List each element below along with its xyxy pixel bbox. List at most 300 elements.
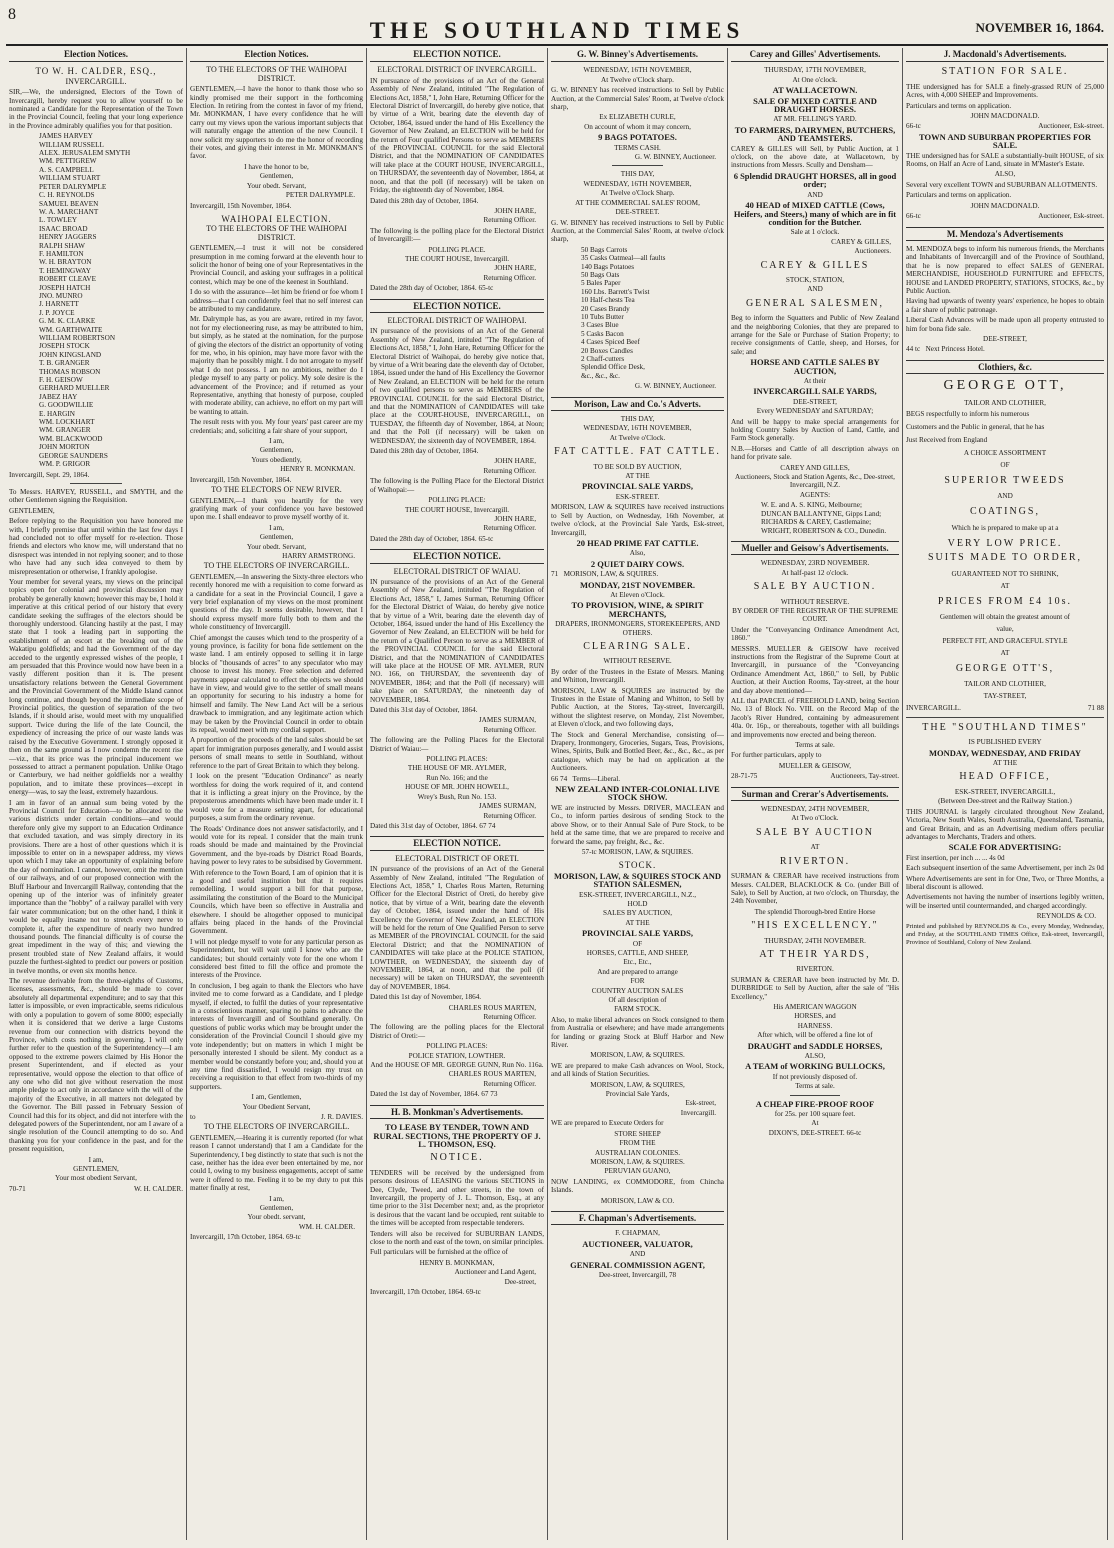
notice-date: Dated this 31st day of October, 1864. <box>370 706 478 715</box>
column-3 <box>367 48 548 1540</box>
signer-name: WILLIAM STUART <box>39 174 101 183</box>
signature: JAMES SURMAN, <box>478 802 536 811</box>
signature: JOHN HARE, <box>494 206 536 215</box>
signer-name: C. H. REYNOLDS <box>39 191 95 200</box>
ad-line: After which, will be offered a fine lot of <box>757 1031 873 1040</box>
ad-reference: 71 <box>551 570 559 579</box>
ad-line: STORE SHEEP <box>614 1129 661 1138</box>
notice-body: GENTLEMEN,—I trust it will not be considered presumption in me coming forward at the eleventh hour to solicit the honor of being one of your Representatives in the Provincial Council, and asking your suffrages in a political contest, which may be one of the keenest in Southland. <box>190 244 363 286</box>
signature: MORISON, LAW, & SQUIRES, <box>590 1080 685 1089</box>
closing: I am, <box>269 523 284 532</box>
ad-line: AND <box>997 492 1013 501</box>
ad-line: On account of whom it may concern, <box>584 122 691 131</box>
sale-item: DRAUGHT and SADDLE HORSES, <box>747 1040 883 1051</box>
ad-body: BEGS respectfully to inform his numerous <box>906 410 1030 418</box>
ad-reference: 44 tc <box>906 345 921 354</box>
notice-body: With reference to the Town Board, I am of opinion that it is a good and useful institution but that it requires remodelling. I would support a bill for that purpose, assimilating the constitution of the Board to the Municipal Councils, which have been so effective in Australia and elsewhere. I should be altogether opposed to municipal affairs being placed in the hands of the Provincial Government. <box>190 868 363 936</box>
ad-line: Of all description of <box>608 996 667 1004</box>
address: Provincial Sale Yards, <box>605 1090 670 1099</box>
closing: Gentlemen, <box>259 1204 294 1212</box>
signer-name: JOHN KINGSLAND <box>39 350 102 359</box>
polling-place: HOUSE OF MR. JOHN HOWELL, <box>405 783 509 792</box>
signer-name: J. P. JOYCE <box>39 308 75 317</box>
ad-body: SURMAN & CRERAR have been instructed by Mr. D. DURBRIDGE to Sell by Auction, after the sale of "His Excellency," <box>731 975 899 1001</box>
ad-line: AUSTRALIAN COLONIES. <box>594 1148 681 1157</box>
closing: Yours obediently, <box>251 455 302 464</box>
sale-item: 10 Half-chests Tea <box>581 296 635 305</box>
address: Next Princess Hotel. <box>925 345 985 354</box>
ad-title: A CHEAP FIRE-PROOF ROOF <box>755 1098 875 1109</box>
signer-name: WILLIAM ROBERTSON <box>39 334 116 342</box>
ad-body: Tenders will also be received for SUBURBAN LANDS, close to the north and east of the town, on similar principles. <box>370 1229 544 1246</box>
address: ESK-STREET, INVERCARGILL, <box>954 787 1056 796</box>
signer-name: WM. GARTHWAITE <box>39 325 103 334</box>
notice-title: ELECTION NOTICE. <box>370 549 544 563</box>
notice-addressee: TO THE ELECTORS OF NEW RIVER. <box>211 485 342 495</box>
notice-body: IN pursuance of the provisions of an Act of the General Assembly of New Zealand, intituled "The Regulation of Elections Act, 1858," I, Charles Rous Marten, Returning Officer for the Electoral District of Oreti, do hereby give notice, that by virtue of a Writ, bearing date the eleventh day of October, 1864, issued under the hand of His Excellency the Governor of New Zealand, an ELECTION will be held for the return of One Qualified Person to serve as MEMBER of the PROVINCIAL COUNCIL for the said Electoral District; and that the NOMINATION of CANDIDATES will take place at the POLICE STATION, LOWTHER, on WEDNESDAY, the sixteenth day of NOVEMBER, 1864, at noon, and that the poll (if necessary) will be taken on THURSDAY, the seventeenth day of NOVEMBER, 1864. <box>370 865 544 991</box>
sale-item: 35 Casks Oatmeal—all faults <box>581 254 666 263</box>
signature: HENRY R. MONKMAN. <box>280 465 355 474</box>
ad-reference: 66-tc <box>906 212 921 221</box>
ad-reference: 66 74 <box>551 774 568 783</box>
sale-item: 20 HEAD PRIME FAT CATTLE. <box>576 537 699 548</box>
divider <box>906 717 1104 718</box>
ad-body: Where Advertisements are sent in for One, Two, or Three Months, a liberal discount is allowed. <box>906 874 1104 891</box>
signer-name: G. M. K. CLARKE <box>39 317 96 326</box>
sale-time: At Eleven o'Clock. <box>610 590 665 599</box>
closing: Your obedt. servant, <box>247 1213 306 1222</box>
notice-body: GENTLEMEN,—I have the honor to thank those who so kindly promised me their support in the forthcoming Election. In retiring from the contest in favor of my friend, Mr. MONKMAN, I have every confidence that he will carry out my views upon the various important subjects that will naturally engage the attention of the new Council. I now solicit my supporters to do me the honor of recording their votes, and giving their interest in Mr. MONKMAN'S favor. <box>190 85 363 161</box>
polling-heading: POLLING PLACES: <box>426 755 488 764</box>
closing: Gentlemen, <box>259 172 294 181</box>
notice-date: Dated the 28th day of October, 1864. 65-tc <box>370 284 494 293</box>
notice-addressee: TO THE ELECTORS OF INVERCARGILL. <box>203 561 350 571</box>
ad-reference: 66-tc <box>906 122 921 131</box>
notice-date: Invercargill, 15th November, 1864. <box>190 201 292 210</box>
signer-name: WM. LOCKHART <box>39 418 95 427</box>
agent-name: WRIGHT, ROBERTSON & CO., Dunedin. <box>761 526 887 535</box>
ad-line: At <box>811 1119 819 1128</box>
polling-place: THE HOUSE OF MR. AYLMER, <box>407 764 507 773</box>
signer-name: F. HAMILTON <box>39 249 84 258</box>
ad-body: Also, to make liberal advances on Stock consigned to them from Australia or elsewhere; and have made arrangements for landing or grazing Stock at Bluff Harbor and New River. <box>551 1015 724 1050</box>
sale-date: WEDNESDAY, 16TH NOVEMBER, <box>583 66 692 75</box>
ad-line: FARM STOCK. <box>614 1005 661 1014</box>
notice-body: Mr. Dalrymple has, as you are aware, retired in my favor, not for my electioneering ruse, as may be attributed to him, but simply, as he stated at the nomination, for the purpose of giving the electors of the district an opportunity of voting for me, who, in his opinion, may have more favor with the majority than he possibly might. I do not arrogate to myself what I do not possess. I am no ambitious, neither do I pledge myself to any party or policy. My sole desire is the advancement of the Province; and if returned as your Representative, anything that honesty of purpose, coupled with moderate ability, can achieve, no effort on my part will be wanting to attain. <box>190 315 363 416</box>
closing: I am, Gentlemen, <box>251 1093 302 1102</box>
ad-line: VERY LOW PRICE. <box>947 537 1063 549</box>
polling-intro: The following are the Polling Places for the Electoral District of Waiau:— <box>370 736 544 753</box>
divider <box>612 165 664 166</box>
sale-time: At Twelve o'Clock. <box>609 433 666 442</box>
signer-name: A. S. CAMPBELL <box>39 165 94 174</box>
notice-addressee: TO THE ELECTORS OF THE WAIHOPAI DISTRICT. <box>206 224 347 242</box>
sale-terms: TERMS CASH. <box>614 143 661 152</box>
section-heading: M. Mendoza's Advertisements <box>906 227 1104 241</box>
address: ESK-STREET, INVERCARGILL, N.Z., <box>578 890 697 899</box>
address: Esk-street, <box>685 1099 716 1108</box>
ad-line: SUPERIOR TWEEDS <box>944 475 1066 486</box>
sale-item: "HIS EXCELLENCY." <box>751 920 879 932</box>
notice-date: Dated the 28th day of October, 1864. 65-tc <box>370 534 494 543</box>
sale-date: THURSDAY, 24TH NOVEMBER. <box>764 936 866 945</box>
notice-date: Invercargill, 15th November, 1864. <box>190 475 292 484</box>
polling-place: Run No. 166; and the <box>426 773 488 782</box>
ad-body: Advertisements not having the number of insertions legibly written, will be inserted until countermanded, and charged accordingly. <box>906 893 1104 910</box>
polling-heading: POLLING PLACES: <box>426 1042 488 1051</box>
ad-line: The splendid Thorough-bred Entire Horse <box>754 907 876 916</box>
notice-addressee: TO THE ELECTORS OF INVERCARGILL. <box>203 1122 350 1132</box>
ad-body: THE undersigned has for SALE a substantially-built HOUSE, of six Rooms, on Half an Acre of Land, situate in M'Master's Estate. <box>906 151 1104 169</box>
sale-item: A TEAM of WORKING BULLOCKS, <box>745 1061 885 1072</box>
signature: CHARLES ROUS MARTEN, <box>448 1070 536 1079</box>
signature: MORISON, LAW, & SQUIRES. <box>590 1157 685 1166</box>
ad-line: AND <box>807 190 823 199</box>
ad-footer <box>551 775 724 783</box>
signature: J. R. DAVIES. <box>320 1112 363 1121</box>
ad-reference: 70-71 <box>9 1184 26 1193</box>
requisition-date: Invercargill, Sept. 29, 1864. <box>9 470 90 479</box>
ad-line: FROM THE <box>619 1139 656 1148</box>
ad-footer <box>551 570 724 578</box>
polling-intro: The following is the polling place for the Electoral District of Invercargill:— <box>370 226 544 244</box>
signer-name: WM. BLACKWOOD <box>39 434 103 443</box>
address: TAY-STREET, <box>983 692 1027 701</box>
requisition-place: INVERCARGILL. <box>65 76 127 86</box>
signature: PETER DALRYMPLE. <box>285 191 355 200</box>
divider <box>70 483 122 484</box>
sale-street: DEE-STREET. <box>615 208 660 217</box>
sale-item: 50 Bags Carrots <box>581 245 628 254</box>
ad-line: value, <box>996 625 1014 634</box>
notice-date: Dated the 1st day of November, 1864. 67 73 <box>370 1090 498 1099</box>
sale-item: 5 Bales Paper <box>581 279 621 288</box>
column-5 <box>728 48 903 1540</box>
signature-line <box>9 1185 183 1193</box>
ad-line: ALSO, <box>804 1052 826 1060</box>
address: DIXON'S, DEE-STREET. 66-tc <box>768 1128 862 1137</box>
notice-body: IN pursuance of the provisions of an Act of the General Assembly of New Zealand, intituled "The Regulation of Elections Act, 1858," I, John Hare, Returning Officer for the Electoral District of Invercargill, do hereby give notice, that by virtue of a Writ, bearing date the eleventh day of October, 1864, issued under the hand of His Excellency the Governor of New Zealand, an ELECTION will be held for the return of Four qualified Persons to serve as MEMBERS of the PROVINCIAL COUNCIL for the said Electoral District, and that the NOMINATION OF CANDIDATES will take place at the COURT HOUSE, INVERCARGILL, on THURSDAY, the seventeenth day of November, 1864, at noon, and that the poll (if necessary) will be taken on Friday, the eighteenth day of November, 1864. <box>370 76 544 195</box>
agent-name: DUNCAN BALLANTYNE, Gipps Land; <box>761 509 882 518</box>
agent-name: W. E. and A. S. KING, Melbourne; <box>761 501 862 510</box>
column-1 <box>6 48 187 1540</box>
ad-body: ALL that PARCEL of FREEHOLD LAND, being Section No. 13 of Block No. VIII. on the Record Map of the Jacob's River Hundred, containing by admeasurement 40a. 0r. 16p., or thereabouts, together with all buildings and improvements now erected and being thereon. <box>731 697 899 739</box>
section-heading: Clothiers, &c. <box>906 360 1104 374</box>
ad-title: MORISON, LAW, & SQUIRES STOCK AND STATION SALESMEN, <box>554 870 721 890</box>
sale-item: 2 QUIET DAIRY COWS. <box>590 558 685 569</box>
signer-list <box>39 132 183 468</box>
newspaper-title: THE SOUTHLAND TIMES <box>369 18 745 43</box>
ad-body: WE are prepared to Execute Orders for <box>551 1119 664 1128</box>
sale-item: 40 HEAD of MIXED CATTLE (Cows, Heifers, and Steers,) many of which are in fit condition for the Butcher. <box>733 200 897 227</box>
notice-body: GENTLEMEN,—In answering the Sixty-three electors who recently honored me with a requisition to come forward as a candidate for a seat in the Provincial Council, I gave a very brief explanation of my views on the most prominent questions of the day. It seems desirable, however, that I should express myself more fully both to them and the whole constituency of Invercargill. <box>190 572 363 632</box>
ad-body: MESSRS. MUELLER & GEISOW have received instructions from the Registrar of the Supreme Court at Invercargill, in pursuance of the "Conveyancing Ordinance Amendment Act, 1860," to Sell, by Public Auction, at their Auction Rooms, Tay-street, at the hour and day above mentioned— <box>731 644 899 695</box>
sale-date: THURSDAY, 17TH NOVEMBER, <box>764 66 866 75</box>
ad-line: WITHOUT RESERVE. <box>780 597 850 606</box>
agent-name: RICHARDS & CAREY, Castlemaine; <box>761 518 872 527</box>
ad-line: HEAD OFFICE, <box>959 771 1051 783</box>
signer-name: JOHN MORTON <box>39 443 90 452</box>
sale-date: WEDNESDAY, 16TH NOVEMBER, <box>583 424 692 433</box>
ad-line: GENERAL SALESMEN, <box>745 297 885 309</box>
signer-name: J. HARNETT <box>39 300 79 309</box>
sale-venue: RIVERTON. <box>779 855 851 867</box>
closing: I am, <box>269 437 284 446</box>
signatory-role: Returning Officer. <box>483 811 536 820</box>
sale-venue: AT MR. FELLING'S YARD. <box>773 115 857 124</box>
ad-body: By order of the Trustees in the Estate of Messrs. Maning and Whitton, Invercargill. <box>551 667 724 685</box>
district-name: ELECTORAL DISTRICT OF INVERCARGILL. <box>377 65 537 75</box>
district-name: ELECTORAL DISTRICT OF ORETI. <box>395 853 519 863</box>
polling-place: THE COURT HOUSE, Invercargill. <box>404 505 510 514</box>
closing: I have the honor to be, <box>244 162 309 171</box>
polling-place: POLICE STATION, LOWTHER. <box>408 1051 506 1060</box>
ad-line: AT THE <box>992 759 1018 768</box>
ad-body: Under the "Conveyancing Ordinance Amendment Act, 1860." <box>731 625 899 643</box>
column-heading: J. Macdonald's Advertisements. <box>906 48 1104 62</box>
ad-line: AT <box>1000 649 1010 658</box>
polling-place: THE COURT HOUSE, Invercargill. <box>404 254 510 263</box>
ad-body: THE undersigned has for SALE a finely-grassed RUN of 25,000 Acres, with 4,000 SHEEP and Improvements. <box>906 82 1104 100</box>
ad-body: G. W. BINNEY has received instructions to Sell by Public Auction, at the Commercial Sales' Room, at twelve o'clock sharp, <box>551 218 724 244</box>
sale-item: &c., &c., &c. <box>581 371 620 380</box>
signatory-role: Auctioneer, Esk-street. <box>1038 122 1104 131</box>
ad-heading: STOCK. <box>618 860 657 871</box>
address: DEE-STREET, <box>793 397 837 406</box>
closing: I am, <box>269 1194 284 1203</box>
signer-name: F. H. GEISOW <box>39 376 83 385</box>
notice-title: WAIHOPAI ELECTION. <box>221 213 332 224</box>
ad-body: Full particulars will be furnished at the office of <box>370 1248 508 1257</box>
requisition-body: SIR,—We, the undersigned, Electors of the Town of Invercargill, hereby request you to allow yourself to be nominated a Candidate for the Representation of the Town in the Provincial Council, feeling that your long experience in the Province admirably qualifies you for that position. <box>9 88 183 130</box>
ad-footer <box>731 772 899 780</box>
ad-body: And will be happy to make special arrangements for holding Country Sales by Auction of Land, Cattle, and Farm Stock generally. <box>731 417 899 443</box>
notice-date <box>190 1233 363 1241</box>
closing: Your obedt. Servant, <box>246 181 307 190</box>
signature: WM. H. CALDER. <box>298 1222 355 1231</box>
ad-title: STATION FOR SALE. <box>941 66 1069 78</box>
signature-line <box>190 1113 363 1121</box>
signatory-role: Returning Officer. <box>483 524 536 533</box>
sale-item: 10 Tubs Butter <box>581 312 624 321</box>
ad-line: FOR <box>630 977 645 986</box>
ad-body: Customers and the Public in general, that he has <box>906 423 1045 431</box>
signatory-role: Auctioneers, Tay-street. <box>830 772 899 781</box>
ad-body: WE are instructed by Messrs. DRIVER, MACLEAN and Co., to inform parties desirous of sending Stock to the above Show, or to their Annual Sale of Pure Stock, to be held at the same time, that we are prepared to receive and forward the same, pay freight, &c., &c. <box>551 803 724 846</box>
ad-line: PERFECT FIT, AND GRACEFUL STYLE <box>942 637 1068 646</box>
signer-name: T. HEMINGWAY <box>39 266 91 275</box>
sale-date: MONDAY, 21ST NOVEMBER. <box>580 579 695 590</box>
sale-venue: RIVERTON. <box>796 965 834 974</box>
address: (Between Dee-street and the Railway Station.) <box>938 797 1072 806</box>
ad-line: SALES BY AUCTION, <box>602 909 673 918</box>
reply-paragraph: Before replying to the Requisition you have honored me with, I briefly premise that until within the last few days I had concluded not to offer myself for re-election. Those friends and electors who know me, will understand that no disrespect was intended in not replying sooner; and to those who have had any such idea conveyed to them by misrepresentation or otherwise, I frankly apologise. <box>9 517 183 576</box>
ad-line: WITHOUT RESERVE. <box>603 657 672 666</box>
ad-line: Ex ELIZABETH CURLE, <box>599 113 676 122</box>
signer-name: W. H. BRAYTON <box>39 258 92 267</box>
sale-item: 3 Cases Blue <box>581 321 619 330</box>
ad-title: TOWN AND SUBURBAN PROPERTIES FOR SALE. <box>919 131 1091 151</box>
ad-line: Gentlemen will obtain the greatest amount of <box>939 613 1071 622</box>
ad-heading: SCALE FOR ADVERTISING: <box>948 842 1062 853</box>
ad-body: SURMAN & CRERAR have received instructions from Messrs. CALDER, BLACKLOCK & Co. (under Bill of Sale), to Sell by Auction, at two o'clock, on Thursday, the 24th November, <box>731 872 899 906</box>
signer-name: GEORGE SAUNDERS <box>39 451 108 460</box>
section-heading: H. B. Monkman's Advertisements. <box>370 1105 544 1119</box>
sale-venue: INVERCARGILL SALE YARDS, <box>753 386 877 397</box>
sale-venue: AT THE COMMERCIAL SALES' ROOM, <box>575 198 700 207</box>
sale-item: His AMERICAN WAGGON <box>773 1002 857 1011</box>
date-text: Invercargill, 17th October, 1864. <box>190 1233 285 1242</box>
signature: MORISON, LAW, & SQUIRES. <box>590 1051 685 1060</box>
signatory-role: Returning Officer. <box>483 216 536 225</box>
signature: HENRY B. MONKMAN, <box>419 1258 495 1267</box>
signature: G. W. BINNEY, Auctioneer. <box>634 153 716 162</box>
address: Invercargill. <box>680 1108 716 1117</box>
ad-body: Just Received from England <box>906 436 988 444</box>
sale-item: 5 Casks Bacon <box>581 329 624 338</box>
signatory-role: Auctioneer, Esk-street. <box>1038 212 1104 221</box>
signer-name: W. A. MARCHANT <box>39 207 99 216</box>
ad-footer <box>906 704 1104 712</box>
polling-heading: POLLING PLACE. <box>428 245 486 254</box>
ad-footer: Invercargill, 17th October, 1864. 69-tc <box>370 1288 481 1296</box>
ad-line: GUARANTEED NOT TO SHRINK, <box>951 569 1059 578</box>
rate-line: First insertion, per inch ... ... 4s 0d <box>906 853 1005 862</box>
ad-line: TO BE SOLD BY AUCTION, <box>593 462 682 471</box>
ad-line: ALSO, <box>994 170 1016 179</box>
ad-line: AND <box>629 1250 646 1259</box>
signer-name: GERHARD MUELLER <box>39 384 110 393</box>
ad-reference: 28-71-75 <box>731 772 758 781</box>
sale-item: Splendid Office Desk, <box>581 363 645 372</box>
signature: CAREY & GILLES, <box>831 237 891 246</box>
ad-footer <box>906 122 1104 130</box>
sale-item: 2 Chaff-cutters <box>581 355 625 363</box>
ad-line: TAILOR AND CLOTHIER, <box>964 680 1046 689</box>
ad-heading: NOTICE. <box>430 1152 484 1164</box>
closing: Your most obedient Servant, <box>55 1174 137 1183</box>
ad-line: HORSE AND CATTLE SALES BY AUCTION, <box>750 357 880 376</box>
signatory-role: Returning Officer. <box>483 273 536 282</box>
ad-line: HOLD <box>627 899 648 908</box>
rate-line: Each subsequent insertion of the same Advertisement, per inch 2s 0d <box>906 864 1104 873</box>
ad-line: IS PUBLISHED EVERY <box>968 738 1042 747</box>
sale-item: 160 Lbs. Barrett's Twist <box>581 287 650 296</box>
ad-title: F. CHAPMAN, <box>615 1229 660 1238</box>
signature: JOHN MACDONALD. <box>970 112 1040 121</box>
signature: REYNOLDS & CO. <box>1036 912 1096 921</box>
ad-line: OF <box>632 939 643 948</box>
ad-line: Etc., Etc., <box>623 958 652 967</box>
closing: GENTLEMEN, <box>73 1165 119 1173</box>
notice-body: The result rests with you. My four years' past career are my credentials; and, soliciting a fair share of your support, <box>190 418 363 435</box>
ad-body: Having had upwards of twenty years' experience, he hopes to obtain a fair share of public patronage. <box>906 297 1104 314</box>
signatory-role: Auctioneers. <box>854 247 891 256</box>
signer-name: SAMUEL BEAVEN <box>39 199 99 208</box>
sale-time: At Twelve o'Clock Sharp. <box>600 189 675 198</box>
sale-item-list <box>581 246 724 381</box>
column-4 <box>548 48 728 1540</box>
ad-heading: SALE BY AUCTION <box>756 826 874 838</box>
ad-line: AT <box>810 843 820 852</box>
ad-line: OF <box>1000 461 1010 469</box>
publication-title: THE "SOUTHLAND TIMES" <box>922 721 1088 733</box>
ad-line: BY ORDER OF THE REGISTRAR OF THE SUPREME COURT. <box>732 606 898 624</box>
ad-line: COATINGS, <box>970 506 1040 518</box>
ad-body: WE are prepared to make Cash advances on Wool, Stock, and all kinds of Station Securities. <box>551 1061 724 1079</box>
ad-line: And are prepared to arrange <box>597 967 678 976</box>
notice-title: ELECTION NOTICE. <box>370 299 544 313</box>
issue-date: NOVEMBER 16, 1864. <box>975 20 1104 35</box>
ad-line: AT THE <box>625 918 650 927</box>
sale-item: 20 Cases Brandy <box>581 304 630 313</box>
reply-addressee: To Messrs. HARVEY, RUSSELL, and SMYTH, and the other Gentlemen signing the Requisition. <box>9 487 183 505</box>
ad-title: TO PROVISION, WINE, & SPIRIT MERCHANTS, <box>571 600 704 619</box>
reply-salutation: GENTLEMEN, <box>9 506 55 515</box>
column-heading: ELECTION NOTICE. <box>370 48 544 62</box>
ad-line: AGENTS: <box>799 490 831 499</box>
sale-item: HARNESS. <box>797 1021 833 1030</box>
ad-line: STOCK, STATION, <box>785 275 845 284</box>
ad-line: Every WEDNESDAY and SATURDAY; <box>756 407 874 416</box>
sale-item: 4 Cases Spiced Beef <box>581 338 640 347</box>
sale-date: WEDNESDAY, 16TH NOVEMBER, <box>583 179 692 188</box>
page-number: 8 <box>8 6 16 23</box>
signature: G. W. BINNEY, Auctioneer. <box>634 382 716 391</box>
signer-name: G. GOODWILLIE <box>39 401 94 410</box>
ad-body: NOW LANDING, ex COMMODORE, from Chincha Islands. <box>551 1177 724 1195</box>
sale-time: At One o'clock. <box>792 75 838 84</box>
section-heading: F. Chapman's Advertisements. <box>551 1211 724 1225</box>
column-heading: Election Notices. <box>190 48 363 62</box>
ad-line: for 25s. per 100 square feet. <box>774 1110 856 1119</box>
notice-date: Dated this 28th day of October, 1864. <box>370 196 479 205</box>
reply-paragraph: The revenue derivable from the three-eighths of Customs, licenses, assessments, &c., should be made to cover absolutely all departmental expenditure; and to say that this latter is impossible, or even impracticable, seems ridiculous with only a population to govern of some 8000; especially when it is considered that we derive a large Customs revenue from our connection with districts beyond the Province, which costs nothing in governing. I will only further refer to the question of the Superintendency—I am opposed to the extreme powers claimed by His Honor the present Superintendent, and if elected as your representative, would oppose the election to that office of any one who did not give without reservation the most ample pledge to act only in accordance with the will of the majority of the Executive, in all matters not delegated by the Governor. The Bill passed in February Session of Council had this for its object, and did not interfere with the delegated powers of the Superintendent, nor am I aware of a single resolution of the Council attempting to do so. And thanking you for your confidence in the past, and for the present requisition, <box>9 977 183 1154</box>
notice-body: GENTLEMEN,—Hearing it is currently reported (for what reason I cannot understand) that I am a Candidate for the Superintendency, I beg distinctly to state that such is not the case, neither has the idea ever been entertained by me, nor could I, owing to my business engagements, accept of same were it offered to me. Feeling it to be my duty to put this matter finally at rest, <box>190 1133 363 1193</box>
sale-terms: Terms—Liberal. <box>572 774 621 783</box>
notice-addressee: TO THE ELECTORS OF THE WAIHOPAI DISTRICT. <box>206 65 347 83</box>
ad-line: Which he is prepared to make up at a <box>951 523 1059 532</box>
sale-time: At Two o'Clock. <box>791 814 839 823</box>
sale-date: WEDNESDAY, 23RD NOVEMBER. <box>760 559 870 568</box>
notice-body: IN pursuance of the provisions of an Act of the General Assembly of New Zealand, intituled "The Regulation of Elections Act, 1858," I, James Surman, Returning Officer for the Electoral District of Waiau, do hereby give notice that by virtue of a Writ, bearing date the eleventh day of October, 1864, issued under the hand of His Excellency the Governor of New Zealand, an ELECTION will be held for the return of a Qualified Person to serve as a MEMBER of the PROVINCIAL COUNCIL for the said Electoral District, and that the NOMINATION of CANDIDATES will take place at the HOUSE OF MR. AYLMER, RUN NO. 166, on THURSDAY, the seventeenth day of NOVEMBER, 1864; and that the Poll (if necessary) will take place on SATURDAY, the nineteenth day of NOVEMBER, 1864. <box>370 577 544 704</box>
closing: Gentlemen, <box>259 533 294 542</box>
ad-line: TO FARMERS, DAIRYMEN, BUTCHERS, AND TEAMSTERS. <box>734 124 896 144</box>
sale-item: 50 Bags Oats <box>581 270 620 279</box>
ad-line: MONDAY, WEDNESDAY, AND FRIDAY <box>928 747 1082 758</box>
sale-time: At half-past 12 o'clock. <box>781 568 849 577</box>
ad-line: HORSES, CATTLE, AND SHEEP, <box>586 948 689 957</box>
notice-body: Chief amongst the causes which tend to the prosperity of a young province, is facility for bona fide settlement on the waste land. I am entirely opposed to selling it in large blocks of "thousands of acres" to any speculator who may choose to invest his money. Free selection and deferred payments appear calculated to effect the objects we should have in view, and would give to the settler of small means an opportunity for securing to his industry a home for himself and family. The New Land Act will be a serious drawback to immigration, and any legitimate action which may be taken by the Provincial Council in order to obtain its repeal, would meet with my cordial support. <box>190 633 363 735</box>
ad-subtitle: DRAPERS, IRONMONGERS, STOREKEEPERS, AND OTHERS. <box>555 620 720 637</box>
notice-body: I will not pledge myself to vote for any particular person as Superintendent, but will wait until I know who are the candidates; but should certainly vote for the one whom I considered best fitted to fill the office and promote the interests of the Province. <box>190 937 363 980</box>
ad-reference: 69-tc <box>286 1233 301 1242</box>
ad-title: NEW ZEALAND INTER-COLONIAL LIVE STOCK SHOW. <box>555 784 720 803</box>
signer-name: ROBERT CLEAVE <box>39 275 97 284</box>
masthead <box>0 0 1114 44</box>
column-6 <box>903 48 1108 1540</box>
signer-name: T. B. GRANGER <box>39 359 90 368</box>
ad-body: Liberal Cash Advances will be made upon all property entrusted to him for bona fide sale. <box>906 316 1104 333</box>
sale-day: THIS DAY, <box>620 170 655 179</box>
ad-line: Also, <box>629 549 646 558</box>
ad-heading: CLEARING SALE. <box>583 640 692 652</box>
ad-body: THIS JOURNAL is largely circulated throughout New Zealand, Victoria, New South Wales, South Australia, Queensland, Tasmania, and Great Britain, and as an Advertising medium offers peculiar advantages to Merchants, Traders and others. <box>906 807 1104 841</box>
polling-place: Wrey's Bush, Run No. 153. <box>417 792 497 801</box>
sale-venue: AT WALLACETOWN. <box>772 85 858 96</box>
district-name: ELECTORAL DISTRICT OF WAIHOPAI. <box>387 315 527 325</box>
ad-line: AT THE <box>625 472 650 481</box>
